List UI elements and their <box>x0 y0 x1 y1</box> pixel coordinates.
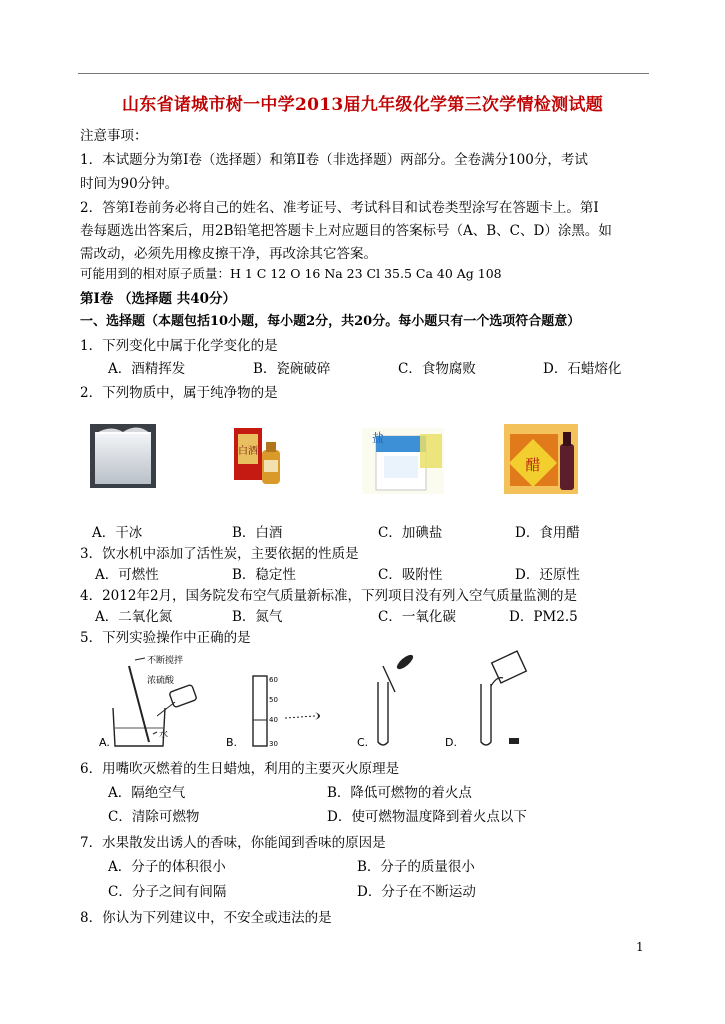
lab-operations-figure <box>95 646 650 752</box>
tick-30: 30 <box>269 740 278 748</box>
option-d-label: D. <box>445 736 457 749</box>
q7-option-b: B．分子的质量很小 <box>357 859 475 875</box>
q7-option-a: A．分子的体积很小 <box>108 859 226 875</box>
page-number: 1 <box>636 940 644 954</box>
q6-option-d: D．使可燃物温度降到着火点以下 <box>327 809 527 825</box>
question-3-stem: 3．饮水机中添加了活性炭，主要依据的性质是 <box>80 546 359 562</box>
figure-a-dilution <box>99 654 197 749</box>
tick-50: 50 <box>269 696 278 704</box>
label-water: 水 <box>159 730 169 740</box>
q6-option-b: B．降低可燃物的着火点 <box>327 785 472 801</box>
tick-40: 40 <box>269 716 278 724</box>
q3-option-a: A．可燃性 <box>95 567 159 583</box>
q4-option-a: A．二氧化氮 <box>95 609 173 625</box>
tick-60: 60 <box>269 676 278 684</box>
q1-option-c: C．食物腐败 <box>398 361 476 377</box>
q1-option-d: D．石蜡熔化 <box>543 361 622 377</box>
label-concentrated-acid: 浓硫酸 <box>147 676 175 686</box>
q3-option-d: D．还原性 <box>515 567 580 583</box>
question-6-stem: 6．用嘴吹灭燃着的生日蜡烛，利用的主要灭火原理是 <box>80 761 400 777</box>
liquor-image <box>232 424 282 490</box>
section-heading: 第Ⅰ卷 （选择题 共40分） <box>80 291 237 307</box>
q4-option-d: D．PM2.5 <box>509 609 578 625</box>
page-title: 山东省诸城市树一中学2013届九年级化学第三次学情检测试题 <box>121 95 603 115</box>
label-continuous-stirring: 不断搅拌 <box>147 656 184 666</box>
header-rule <box>78 73 649 74</box>
q7-option-c: C．分子之间有间隔 <box>108 884 227 900</box>
notice-line-1a: 1．本试题分为第Ⅰ卷（选择题）和第Ⅱ卷（非选择题）两部分。全卷满分100分，考试 <box>80 152 588 168</box>
notice-line-1b: 时间为90分钟。 <box>80 176 179 192</box>
q2-option-a: A．干冰 <box>92 525 143 541</box>
figure-c-dropper <box>357 653 415 749</box>
iodized-salt-image <box>362 428 444 494</box>
notice-line-2c: 需改动，必须先用橡皮擦干净，再改涂其它答案。 <box>80 246 377 262</box>
question-7-stem: 7．水果散发出诱人的香味，你能闻到香味的原因是 <box>80 835 386 851</box>
vinegar-image <box>504 424 578 494</box>
liquor-label-text: 白酒 <box>238 446 258 457</box>
notice-line-2b: 卷每题选出答案后，用2B铅笔把答题卡上对应题目的答案标号（A、B、C、D）涂黑。如 <box>80 223 612 239</box>
notice-line-2a: 2．答第Ⅰ卷前务必将自己的姓名、准考证号、考试科目和试卷类型涂写在答题卡上。第Ⅰ <box>80 200 599 216</box>
question-8-stem: 8．你认为下列建议中，不安全或违法的是 <box>80 910 332 926</box>
q3-option-b: B．稳定性 <box>232 567 296 583</box>
option-b-label: B. <box>226 736 238 749</box>
option-a-label: A. <box>99 736 110 749</box>
q2-option-b: B．白酒 <box>232 525 283 541</box>
q4-option-c: C．一氧化碳 <box>378 609 456 625</box>
q4-option-b: B．氮气 <box>232 609 283 625</box>
q7-option-d: D．分子在不断运动 <box>357 884 476 900</box>
q1-option-a: A．酒精挥发 <box>108 361 186 377</box>
q1-option-b: B．瓷碗破碎 <box>253 361 331 377</box>
q2-option-c: C．加碘盐 <box>378 525 443 541</box>
option-c-label: C. <box>357 736 369 749</box>
q6-option-a: A．隔绝空气 <box>108 785 186 801</box>
q6-option-c: C．清除可燃物 <box>108 809 200 825</box>
vinegar-label-text: 醋 <box>525 456 541 474</box>
atomic-masses: 可能用到的相对原子质量：H 1 C 12 O 16 Na 23 Cl 35.5 Ca 40 Ag 108 <box>80 266 502 281</box>
question-5-stem: 5．下列实验操作中正确的是 <box>80 630 251 646</box>
dry-ice-image <box>90 424 156 488</box>
question-1-stem: 1．下列变化中属于化学变化的是 <box>80 338 278 354</box>
question-4-stem: 4．2012年2月，国务院发布空气质量新标准，下列项目没有列入空气质量监测的是 <box>80 588 578 604</box>
salt-label-text: 盐 <box>372 431 385 445</box>
notice-heading: 注意事项： <box>80 128 148 144</box>
part-heading: 一、选择题（本题包括10小题，每小题2分，共20分。每小题只有一个选项符合题意） <box>80 314 581 329</box>
q2-option-d: D．食用醋 <box>515 525 580 541</box>
question-2-stem: 2．下列物质中，属于纯净物的是 <box>80 385 278 401</box>
figure-d-pouring <box>445 651 526 749</box>
q3-option-c: C．吸附性 <box>378 567 443 583</box>
figure-b-reading <box>226 676 320 749</box>
